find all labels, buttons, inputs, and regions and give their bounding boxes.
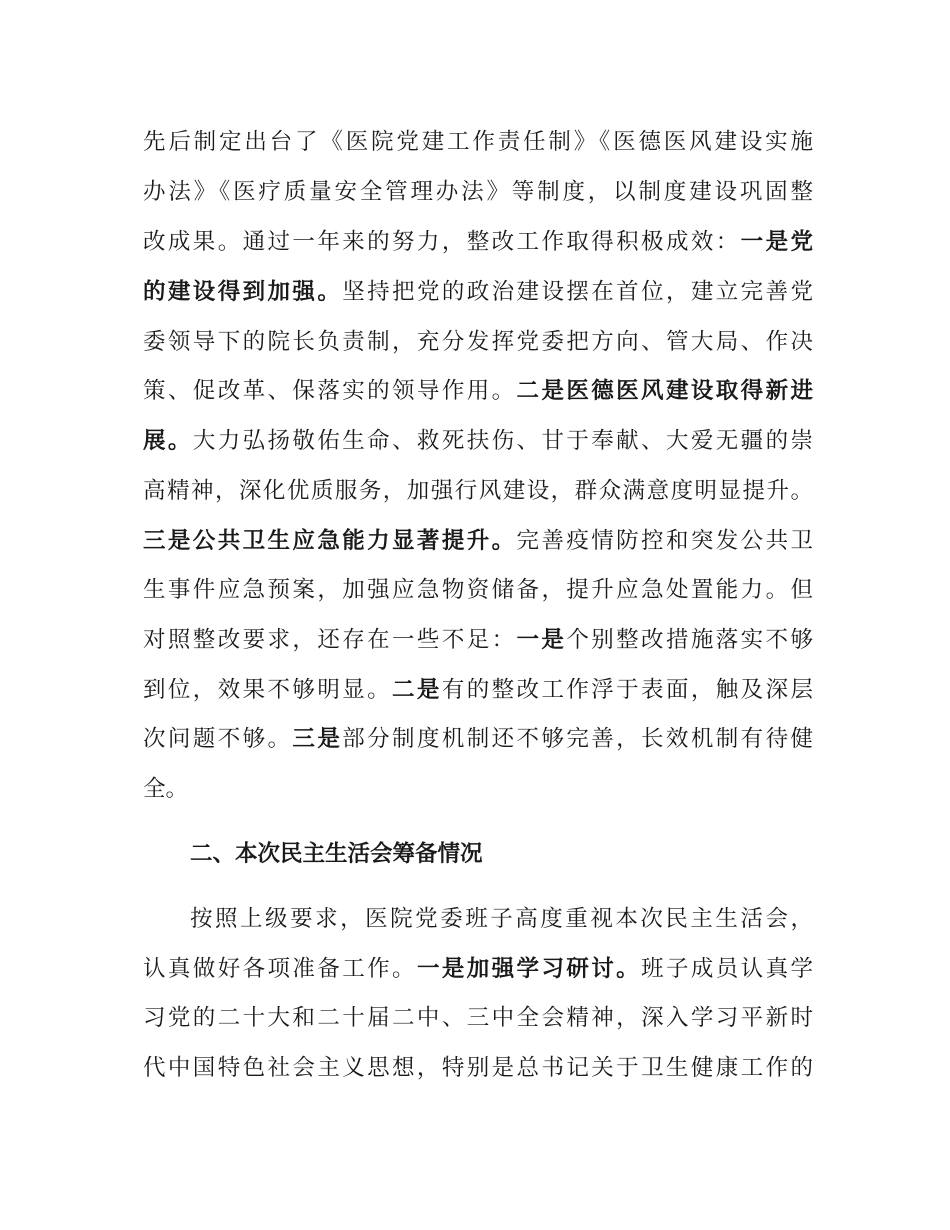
text-line [143, 622, 813, 658]
section-heading: 二、本次民主生活会筹备情况 [190, 841, 483, 867]
text-run: 有的整改工作浮于表面，触及深层 [441, 677, 813, 703]
bold-text-run: 一是 [516, 627, 567, 653]
text-run: 高精神，深化优质服务，加强行风建设，群众满意度明显提升。 [143, 478, 813, 504]
text-line [190, 901, 813, 937]
bold-text-run: 三是公共卫生应急能力显著提升。 [143, 528, 517, 554]
text-line [143, 373, 813, 409]
text-run: 代中国特色社会主义思想，特别是总书记关于卫生健康工作的 [143, 1055, 813, 1081]
text-run: 办法》《医疗质量安全管理办法》等制度，以制度建设巩固整 [143, 179, 813, 205]
text-run: 按照上级要求，医院党委班子高度重视本次民主生活会， [190, 906, 813, 932]
text-run: 次问题不够。 [143, 726, 293, 752]
text-run: 先后制定出台了《医院党建工作责任制》《医德医风建设实施 [143, 129, 813, 155]
text-line [143, 324, 813, 360]
text-run: 大力弘扬敬佑生命、救死扶伤、甘于奉献、大爱无疆的崇 [192, 428, 813, 454]
text-run: 个别整改措施落实不够 [566, 627, 813, 653]
text-line [143, 423, 813, 459]
text-line [143, 572, 813, 608]
text-line [143, 721, 813, 757]
bold-text-run: 一是党 [740, 229, 813, 255]
text-line [143, 174, 813, 210]
text-run: 习党的二十大和二十届二中、三中全会精神，深入学习平新时 [143, 1005, 813, 1031]
text-run: 认真做好各项准备工作。 [143, 956, 417, 982]
bold-text-run: 展。 [143, 428, 193, 454]
text-line [143, 1000, 813, 1036]
text-line [143, 124, 813, 160]
text-run: 部分制度机制还不够完善，长效机制有待健 [342, 726, 813, 752]
bold-text-run: 二是 [392, 677, 442, 703]
text-line [143, 1050, 813, 1086]
text-run: 到位，效果不够明显。 [143, 677, 393, 703]
text-run: 班子成员认真学 [641, 956, 813, 982]
bold-text-run: 三是 [292, 726, 343, 752]
text-run: 策、促改革、保落实的领导作用。 [143, 378, 517, 404]
bold-text-run: 的建设得到加强。 [143, 279, 343, 305]
text-line [143, 951, 813, 987]
text-run: 对照整改要求，还存在一些不足： [143, 627, 517, 653]
text-line [143, 224, 813, 260]
text-run: 全。 [143, 776, 189, 802]
text-run: 委领导下的院长负责制，充分发挥党委把方向、管大局、作决 [143, 329, 813, 355]
text-line [143, 274, 813, 310]
text-run: 完善疫情防控和突发公共卫 [516, 528, 813, 554]
text-line [143, 473, 813, 509]
text-run: 坚持把党的政治建设摆在首位，建立完善党 [342, 279, 813, 305]
bold-text-run: 二是医德医风建设取得新进 [516, 378, 813, 404]
bold-text-run: 一是加强学习研讨。 [416, 956, 642, 982]
text-run: 改成果。通过一年来的努力，整改工作取得积极成效： [143, 229, 741, 255]
text-line [143, 672, 813, 708]
text-line [143, 523, 813, 559]
text-run: 生事件应急预案，加强应急物资储备，提升应急处置能力。但 [143, 577, 813, 603]
text-line [143, 771, 813, 807]
